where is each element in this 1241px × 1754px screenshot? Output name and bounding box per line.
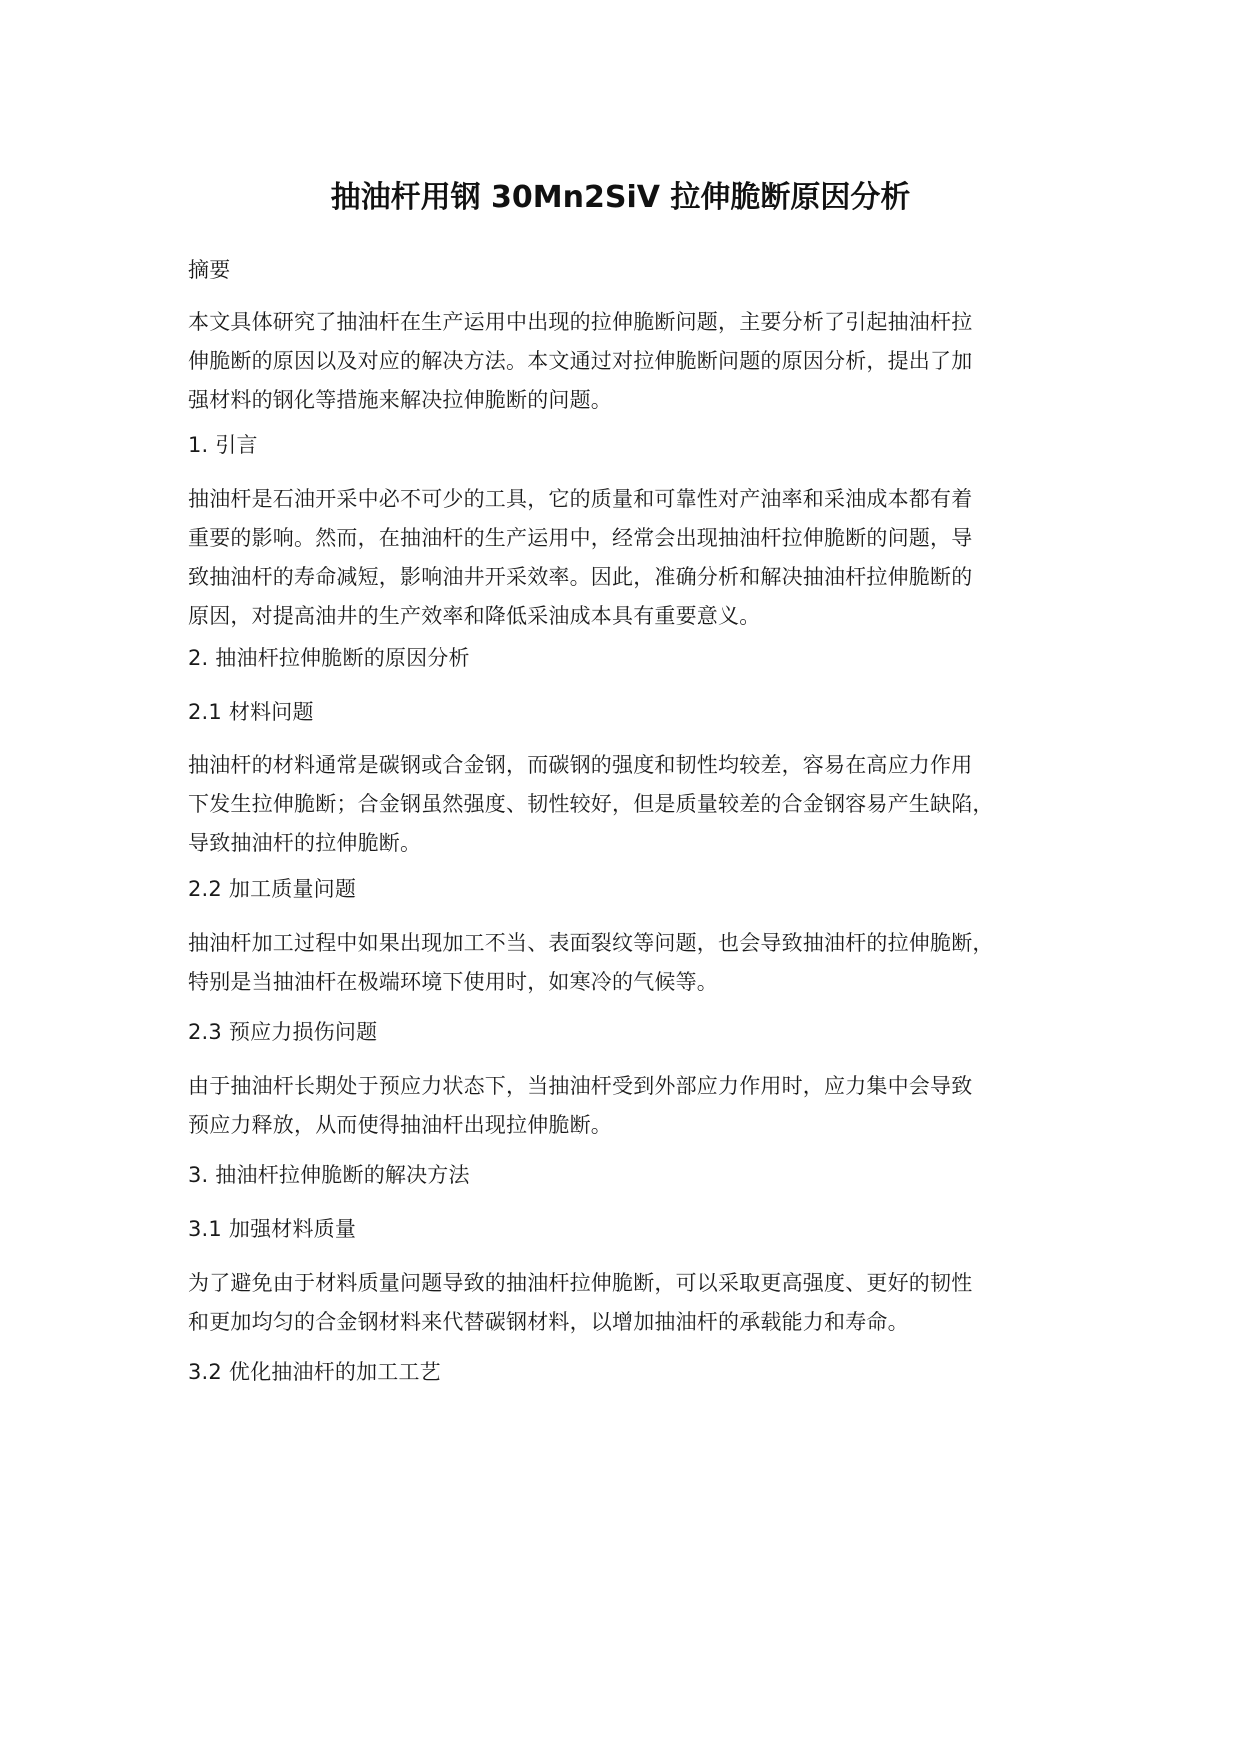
material-quality-line: 为了避免由于材料质量问题导致的抽油杆拉伸脆断，可以采取更高强度、更好的韧性 xyxy=(188,1271,973,1295)
intro-line: 抽油杆是石油开采中必不可少的工具，它的质量和可靠性对产油率和采油成本都有着 xyxy=(188,487,973,511)
abstract-heading: 摘要 xyxy=(188,258,231,282)
material-line: 抽油杆的材料通常是碳钢或合金钢，而碳钢的强度和韧性均较差，容易在高应力作用 xyxy=(188,753,973,777)
abstract-line: 强材料的钢化等措施来解决拉伸脆断的问题。 xyxy=(188,388,612,412)
material-quality-paragraph xyxy=(188,1264,1088,1342)
abstract-line: 伸脆断的原因以及对应的解决方法。本文通过对拉伸脆断问题的原因分析，提出了加 xyxy=(188,349,973,373)
intro-line: 致抽油杆的寿命减短，影响油井开采效率。因此，准确分析和解决抽油杆拉伸脆断的 xyxy=(188,565,973,589)
material-line: 下发生拉伸脆断；合金钢虽然强度、韧性较好，但是质量较差的合金钢容易产生缺陷， xyxy=(188,792,994,816)
processing-line: 特别是当抽油杆在极端环境下使用时，如寒冷的气候等。 xyxy=(188,970,718,994)
intro-paragraph xyxy=(188,480,1088,636)
subsection-heading-processing: 2.2 加工质量问题 xyxy=(188,877,357,901)
subsection-heading-process-optimization: 3.2 优化抽油杆的加工工艺 xyxy=(188,1360,441,1384)
abstract-paragraph xyxy=(188,303,1088,420)
material-quality-line: 和更加均匀的合金钢材料来代替碳钢材料，以增加抽油杆的承载能力和寿命。 xyxy=(188,1310,909,1334)
abstract-line: 本文具体研究了抽油杆在生产运用中出现的拉伸脆断问题，主要分析了引起抽油杆拉 xyxy=(188,310,973,334)
subsection-heading-material-quality: 3.1 加强材料质量 xyxy=(188,1217,357,1241)
intro-line: 重要的影响。然而，在抽油杆的生产运用中，经常会出现抽油杆拉伸脆断的问题，导 xyxy=(188,526,973,550)
prestress-line: 预应力释放，从而使得抽油杆出现拉伸脆断。 xyxy=(188,1113,612,1137)
prestress-line: 由于抽油杆长期处于预应力状态下，当抽油杆受到外部应力作用时，应力集中会导致 xyxy=(188,1074,973,1098)
material-paragraph xyxy=(188,746,1088,863)
processing-paragraph xyxy=(188,924,1088,1002)
section-heading-causes: 2. 抽油杆拉伸脆断的原因分析 xyxy=(188,646,470,670)
intro-line: 原因，对提高油井的生产效率和降低采油成本具有重要意义。 xyxy=(188,604,761,628)
subsection-heading-prestress: 2.3 预应力损伤问题 xyxy=(188,1020,378,1044)
processing-line: 抽油杆加工过程中如果出现加工不当、表面裂纹等问题，也会导致抽油杆的拉伸脆断， xyxy=(188,931,994,955)
section-heading-solutions: 3. 抽油杆拉伸脆断的解决方法 xyxy=(188,1163,470,1187)
section-heading-intro: 1. 引言 xyxy=(188,433,258,457)
material-line: 导致抽油杆的拉伸脆断。 xyxy=(188,831,422,855)
subsection-heading-material: 2.1 材料问题 xyxy=(188,700,314,724)
document-title: 抽油杆用钢 30Mn2SiV 拉伸脆断原因分析 xyxy=(330,180,911,215)
prestress-paragraph xyxy=(188,1067,1088,1145)
